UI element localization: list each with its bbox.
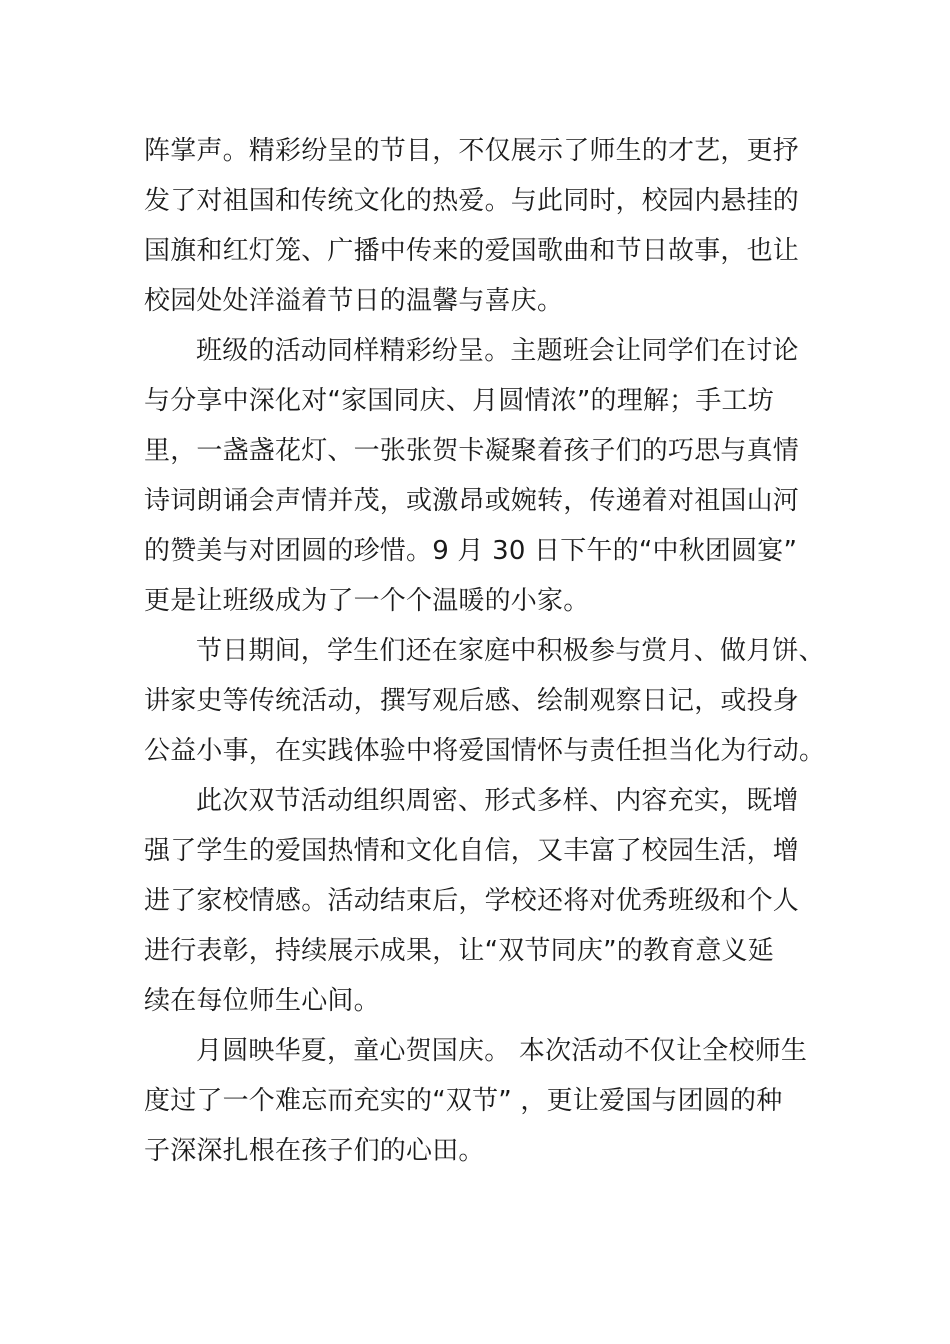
document-body xyxy=(144,126,826,1176)
text-line: 与分享中深化对“家国同庆、月圆情浓”的理解；手工坊 xyxy=(144,386,774,416)
paragraph-start-line: 月圆映华夏，童心贺国庆。 本次活动不仅让全校师生 xyxy=(196,1036,808,1066)
text-line: 进了家校情感。活动结束后，学校还将对优秀班级和个人 xyxy=(144,886,800,916)
text-line: 发了对祖国和传统文化的热爱。与此同时，校园内悬挂的 xyxy=(144,186,800,216)
text-line: 诗词朗诵会声情并茂，或激昂或婉转，传递着对祖国山河 xyxy=(144,486,800,516)
text-line: 讲家史等传统活动，撰写观后感、绘制观察日记，或投身 xyxy=(144,686,800,716)
text-line: 更是让班级成为了一个个温暖的小家。 xyxy=(144,586,590,616)
text-line: 公益小事，在实践体验中将爱国情怀与责任担当化为行动。 xyxy=(144,736,826,766)
paragraph-start-line: 班级的活动同样精彩纷呈。主题班会让同学们在讨论 xyxy=(196,336,799,366)
text-line: 的赞美与对团圆的珍惜。9 月 30 日下午的“中秋团圆宴” xyxy=(144,536,798,566)
text-line: 进行表彰，持续展示成果，让“双节同庆”的教育意义延 xyxy=(144,936,774,966)
text-line: 校园处处洋溢着节日的温馨与喜庆。 xyxy=(144,286,564,316)
text-line: 续在每位师生心间。 xyxy=(144,986,380,1016)
text-line: 子深深扎根在孩子们的心田。 xyxy=(144,1136,485,1166)
text-line: 阵掌声。精彩纷呈的节目，不仅展示了师生的才艺，更抒 xyxy=(144,136,800,166)
text-line: 里，一盏盏花灯、一张张贺卡凝聚着孩子们的巧思与真情 xyxy=(144,436,800,466)
paragraph-start-line: 节日期间，学生们还在家庭中积极参与赏月、做月饼、 xyxy=(196,636,825,666)
paragraph-start-line: 此次双节活动组织周密、形式多样、内容充实，既增 xyxy=(196,786,799,816)
text-line: 国旗和红灯笼、广播中传来的爱国歌曲和节日故事，也让 xyxy=(144,236,800,266)
text-line: 度过了一个难忘而充实的“双节” ，更让爱国与团圆的种 xyxy=(144,1086,783,1116)
text-line: 强了学生的爱国热情和文化自信，又丰富了校园生活，增 xyxy=(144,836,800,866)
